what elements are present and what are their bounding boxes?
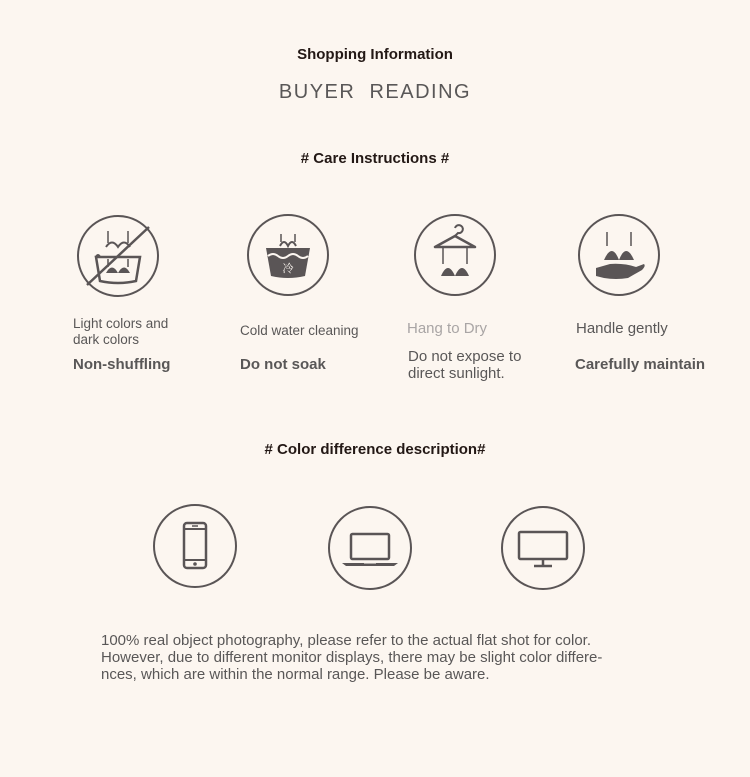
- laptop-icon: [328, 506, 412, 590]
- monitor-icon: [501, 506, 585, 590]
- care-instructions-title: # Care Instructions #: [300, 150, 450, 167]
- hanger-dry-icon: [414, 214, 496, 296]
- care-sub-carefully-maintain: Carefully maintain: [575, 356, 706, 373]
- care-sub-no-sunlight: Do not expose to direct sunlight.: [408, 348, 522, 382]
- color-difference-description: 100% real object photography, please refer to the actual flat shot for color. However, due to different monitor displays, there may be slight color differe- nces, which are within the normal range. Please be aware.: [101, 632, 603, 683]
- shopping-information-title: Shopping Information: [297, 46, 453, 63]
- phone-icon: [153, 504, 237, 588]
- care-sub-non-shuffling: Non-shuffling: [73, 356, 171, 373]
- svg-text:冷: 冷: [282, 262, 294, 275]
- hand-care-icon: [578, 214, 660, 296]
- no-mixed-wash-icon: [77, 215, 159, 297]
- care-label-hang-to-dry: Hang to Dry: [407, 320, 488, 337]
- care-label-light-dark: Light colors and dark colors: [73, 316, 169, 347]
- care-sub-do-not-soak: Do not soak: [240, 356, 326, 373]
- buyer-reading-title: BUYER READING: [278, 81, 472, 103]
- care-label-cold-water: Cold water cleaning: [240, 323, 359, 338]
- cold-water-wash-icon: [247, 214, 329, 296]
- color-difference-title: # Color difference description#: [264, 441, 486, 458]
- care-label-handle-gently: Handle gently: [576, 320, 668, 337]
